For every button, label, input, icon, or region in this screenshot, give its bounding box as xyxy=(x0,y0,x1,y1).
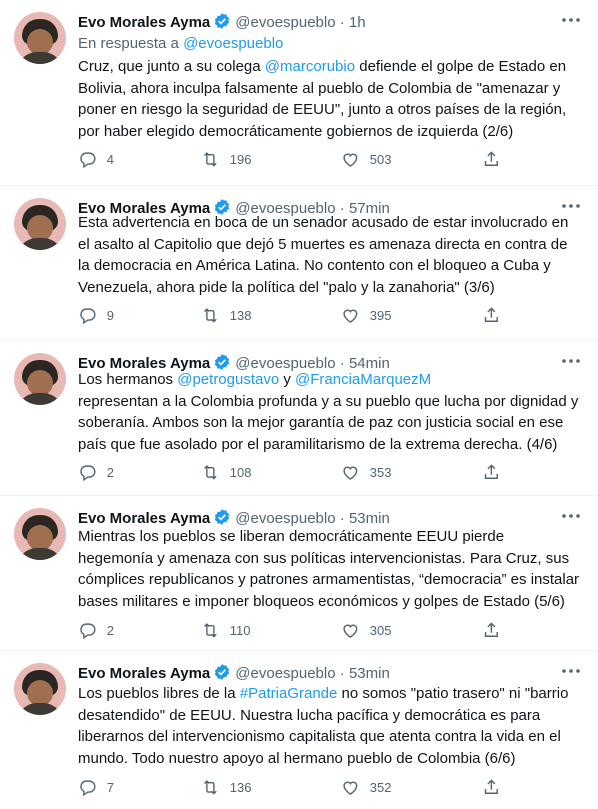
avatar[interactable] xyxy=(14,508,66,560)
tweet-header xyxy=(78,12,588,32)
share-button[interactable] xyxy=(482,148,511,170)
tweet[interactable] xyxy=(0,0,598,186)
author-handle[interactable]: @evoespueblo xyxy=(235,14,336,31)
reply-count: 2 xyxy=(106,464,114,480)
reply-handle-link[interactable]: @evoespueblo xyxy=(183,35,284,52)
author-handle[interactable]: @evoespueblo xyxy=(235,200,336,217)
text-segment: y xyxy=(279,371,296,388)
retweet-button[interactable] xyxy=(201,776,251,798)
share-icon xyxy=(482,463,501,482)
tweet-header xyxy=(78,663,588,683)
reply-prefix: En respuesta a xyxy=(78,35,179,52)
reply-icon xyxy=(78,463,97,482)
reply-icon xyxy=(78,621,97,640)
like-icon xyxy=(341,150,360,169)
avatar[interactable] xyxy=(14,663,66,715)
author-name[interactable]: Evo Morales Ayma xyxy=(78,510,211,527)
tweet-text: Mientras los pueblos se liberan democráticamente EEUU pierde hegemonía y amenaza con sus políticas intervencionistas. Para Cruz, sus cómplices republicanos y patrones armamentistas, “democracia” es instalar bases militares e imponer bloqueos económicos y golpes de Estado (5/6) xyxy=(78,528,580,610)
more-icon[interactable] xyxy=(560,506,582,526)
tweet-text xyxy=(78,683,583,769)
like-icon xyxy=(341,621,360,640)
retweet-button[interactable] xyxy=(201,148,251,170)
reply-context xyxy=(78,34,283,54)
reply-button[interactable] xyxy=(78,148,114,170)
timestamp[interactable]: 1h xyxy=(348,14,366,31)
like-count: 503 xyxy=(369,151,392,167)
reply-count: 2 xyxy=(106,622,114,638)
retweet-count: 110 xyxy=(229,622,251,638)
share-button[interactable] xyxy=(482,304,511,326)
like-button[interactable] xyxy=(341,461,391,483)
author-name[interactable]: Evo Morales Ayma xyxy=(78,665,211,682)
mention-link[interactable]: @marcorubio xyxy=(264,58,356,75)
share-button[interactable] xyxy=(482,461,511,483)
more-icon[interactable] xyxy=(560,351,582,371)
timestamp[interactable]: 54min xyxy=(348,355,390,372)
timestamp[interactable]: 53min xyxy=(348,510,390,527)
reply-icon xyxy=(78,778,97,797)
share-button[interactable] xyxy=(482,776,511,798)
retweet-count: 196 xyxy=(229,151,252,167)
retweet-icon xyxy=(201,621,220,640)
share-icon xyxy=(482,778,501,797)
like-count: 352 xyxy=(369,779,392,795)
author-handle[interactable]: @evoespueblo xyxy=(235,665,336,682)
tweet[interactable] xyxy=(0,651,598,809)
like-button[interactable] xyxy=(341,148,391,170)
like-button[interactable] xyxy=(341,619,391,641)
separator: · xyxy=(339,14,345,31)
reply-icon xyxy=(78,306,97,325)
reply-button[interactable] xyxy=(78,461,114,483)
action-bar xyxy=(78,304,508,326)
timestamp[interactable]: 53min xyxy=(348,665,390,682)
like-count: 395 xyxy=(369,307,392,323)
author-handle[interactable]: @evoespueblo xyxy=(235,355,336,372)
reply-icon xyxy=(78,150,97,169)
share-icon xyxy=(482,621,501,640)
action-bar xyxy=(78,776,508,798)
retweet-icon xyxy=(201,306,220,325)
text-segment: defiende el golpe de Estado en Bolivia, ahora inculpa falsamente al pueblo de Colombia de "amenazar y poner en riesgo la seguridad de EEUU", junto a otros países de la región, por haber elegido democráticamente gobiernos de izquierda (2/6) xyxy=(78,58,567,140)
tweet-text xyxy=(78,369,583,455)
retweet-icon xyxy=(201,778,220,797)
verified-badge-icon xyxy=(213,12,231,36)
tweet[interactable] xyxy=(0,186,598,341)
tweet-text: Esta advertencia en boca de un senador acusado de estar involucrado en el asalto al Capitolio que dejó 5 muertes es amenaza directa en contra de la democracia en América Latina. No contento con el bloqueo a Cuba y Venezuela, ahora pide la política del "palo y la zanahoria" (3/6) xyxy=(78,214,569,296)
tweet[interactable] xyxy=(0,341,598,496)
author-name[interactable]: Evo Morales Ayma xyxy=(78,355,211,372)
like-count: 305 xyxy=(369,622,392,638)
action-bar xyxy=(78,461,508,483)
like-icon xyxy=(341,463,360,482)
timestamp[interactable]: 57min xyxy=(348,200,390,217)
avatar[interactable] xyxy=(14,353,66,405)
text-segment: Los pueblos libres de la xyxy=(78,685,240,702)
share-icon xyxy=(482,306,501,325)
mention-link[interactable]: @petrogustavo xyxy=(177,371,280,388)
text-segment: Cruz, que junto a su colega xyxy=(78,58,265,75)
text-segment: no somos "patio trasero" ni "barrio desatendido" de EEUU. Nuestra lucha pacífica y democrática es para liberarnos del intervencionismo capitalista que atenta contra la vida en el mundo. Todo nuestro apoyo al hermano pueblo de Colombia (6/6) xyxy=(78,685,569,767)
avatar[interactable] xyxy=(14,12,66,64)
retweet-icon xyxy=(201,150,220,169)
reply-count: 7 xyxy=(106,779,114,795)
more-icon[interactable] xyxy=(560,10,582,30)
text-segment: representan a la Colombia profunda y a su pueblo que lucha por dignidad y soberanía. Ambos son la mejor garantía de paz con justicia social en ese país que fue asolado por el paramilitarismo de la extrema derecha. (4/6) xyxy=(78,392,579,453)
share-icon xyxy=(482,150,501,169)
retweet-count: 108 xyxy=(229,464,252,480)
like-button[interactable] xyxy=(341,776,391,798)
like-icon xyxy=(341,306,360,325)
separator: · xyxy=(339,355,345,372)
avatar[interactable] xyxy=(14,198,66,250)
separator: · xyxy=(339,665,345,682)
retweet-button[interactable] xyxy=(201,619,250,641)
tweet-text xyxy=(78,56,583,142)
like-button[interactable] xyxy=(341,304,391,326)
retweet-button[interactable] xyxy=(201,461,251,483)
text-segment: Los hermanos xyxy=(78,371,178,388)
mention-link[interactable]: @FranciaMarquezM xyxy=(295,371,432,388)
author-name[interactable]: Evo Morales Ayma xyxy=(78,14,211,31)
tweet-header xyxy=(78,508,588,528)
action-bar xyxy=(78,148,508,170)
reply-button[interactable] xyxy=(78,776,114,798)
tweet[interactable] xyxy=(0,496,598,651)
reply-count: 4 xyxy=(106,151,114,167)
reply-count: 9 xyxy=(106,307,114,323)
like-icon xyxy=(341,778,360,797)
reply-button[interactable] xyxy=(78,619,114,641)
separator: · xyxy=(339,510,345,527)
retweet-count: 138 xyxy=(229,307,252,323)
separator: · xyxy=(339,200,345,217)
author-handle[interactable]: @evoespueblo xyxy=(235,510,336,527)
reply-button[interactable] xyxy=(78,304,114,326)
retweet-count: 136 xyxy=(229,779,252,795)
action-bar xyxy=(78,619,508,641)
retweet-button[interactable] xyxy=(201,304,251,326)
retweet-icon xyxy=(201,463,220,482)
more-icon[interactable] xyxy=(560,661,582,681)
like-count: 353 xyxy=(369,464,392,480)
author-name[interactable]: Evo Morales Ayma xyxy=(78,200,211,217)
share-button[interactable] xyxy=(482,619,511,641)
hashtag-link[interactable]: #PatriaGrande xyxy=(239,685,338,702)
